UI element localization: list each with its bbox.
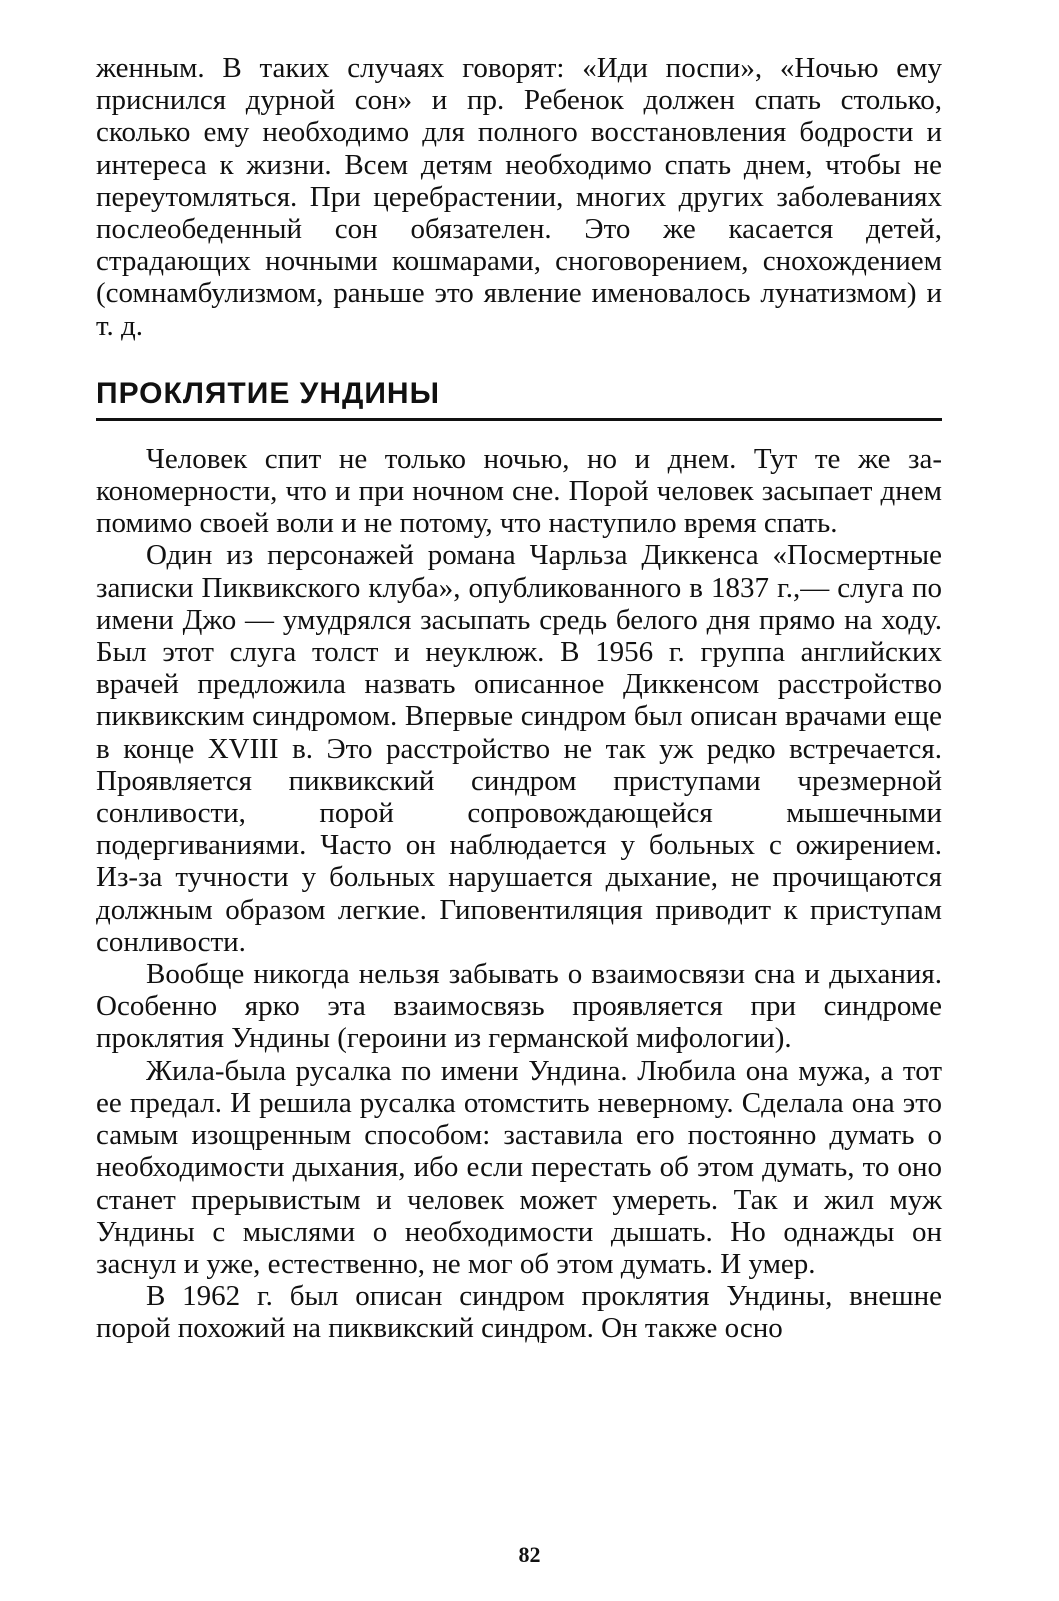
page [96, 52, 942, 1345]
paragraph-1: Человек спит не только ночью, но и днем. Тут те же закономерности, что и при ночном сне. Порой человек засыпает днем помимо своей воли и не потому, что наступило время спать. [96, 442, 942, 540]
paragraph-2: Один из персонажей романа Чарльза Диккенса «Посмертные записки Пиквикского клуба», опубликованного в 1837 г.,— слуга по имени Джо — умудрялся засыпать средь белого дня прямо на ходу. Был этот слуга толст и неуклюж. В 1956 г. группа английских врачей предложила назвать описанное Диккенсом расстройство пиквикским синдромом. Впервые синдром был описан врачами еще в конце XVIII в. Это расстройство не так уж редко встречается. Проявляется пиквикский синдром приступами чрезмерной сонливости, порой сопровождающейся мышечными подергиваниями. Часто он наблюдается у больных с ожирением. Из-за тучности у больных нарушается дыхание, не прочищаются должным образом легкие. Гиповентиляция приводит к приступам сонливости. [96, 539, 942, 958]
paragraph-3: Вообще никогда нельзя забывать о взаимосвязи сна и дыхания. Особенно ярко эта взаимосвязь проявляется при синдроме проклятия Ундины (героини из германской мифологии). [96, 958, 942, 1055]
paragraph-4: Жила-была русалка по имени Ундина. Любила она мужа, а тот ее предал. И решила русалка отомстить неверному. Сделала она это самым изощренным способом: заставила его постоянно думать о необходимости дыхания, ибо если перестать об этом думать, то оно станет прерывистым и человек может умереть. Так и жил муж Ундины с мыслями о необходимости дышать. Но однажды он заснул и уже, естественно, не мог об этом думать. И умер. [96, 1054, 942, 1280]
body-text [96, 52, 942, 1345]
heading-rule [96, 418, 942, 421]
section-heading-block [96, 376, 942, 421]
paragraph-5: В 1962 г. был описан синдром проклятия Ундины, внешне порой похожий на пиквикский синдром. Он также осно [96, 1280, 942, 1345]
section-title: ПРОКЛЯТИЕ УНДИНЫ [96, 376, 440, 410]
intro-paragraph: женным. В таких случаях говорят: «Иди поспи», «Ночью ему приснился дурной сон» и пр. Ребенок должен спать столько, сколько ему необходимо для полного восстановления бодрости и интереса к жизни. Всем детям необходимо спать днем, чтобы не переутомляться. При церебрастении, многих других заболеваниях послеобеденный сон обязателен. Это же касается детей, страдающих ночными кошмарами, сноговорением, снохождением (сомнамбулизмом, раньше это явление именовалось лунатизмом) и т. д. [96, 52, 942, 342]
page-number: 82 [518, 1542, 541, 1567]
